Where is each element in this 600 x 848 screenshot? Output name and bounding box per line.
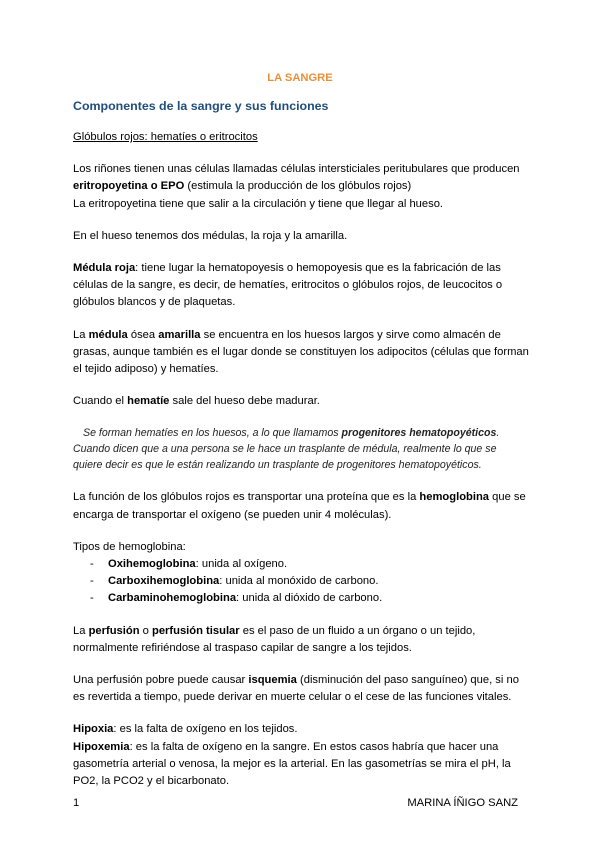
text-line: normalmente refiriéndose al traspaso capilar de sangre a los tejidos.: [73, 641, 412, 654]
paragraph-hematie: [73, 393, 533, 410]
text-span: Se forman hematíes en los huesos, a lo que llamamos: [83, 427, 342, 440]
text-span: .: [496, 427, 500, 440]
text-line: es revertida a tiempo, puede derivar en muerte celular o el cese de las funciones vitales.: [73, 691, 512, 704]
bold-term: Médula roja: [73, 262, 136, 275]
footer-author: MARINA ÍÑIGO SANZ: [407, 797, 518, 809]
paragraph-isquemia: [73, 672, 533, 706]
bold-term: hemoglobina: [419, 491, 490, 504]
dash-bullet: -: [90, 592, 94, 605]
text-line: [73, 260, 533, 277]
text-line: grasas, aunque también es el lugar donde se constituyen los adipocitos (células que forman: [73, 345, 529, 358]
text-line: encarga de transportar el oxígeno (se pueden unir 4 moléculas).: [73, 508, 392, 521]
bold-term: médula: [88, 328, 128, 341]
text-span: sale del hueso debe madurar.: [169, 395, 320, 408]
text-span: : unida al monóxido de carbono.: [219, 575, 379, 588]
text-line: células de la sangre, es decir, de hematíes, eritrocitos o glóbulos rojos, de leucocitos o: [73, 279, 503, 292]
bold-term: Oxihemoglobina: [108, 558, 196, 571]
text-span: es el paso de un fluido a un órgano o un tejido,: [239, 624, 476, 637]
text-line: [73, 721, 533, 738]
hemoglobin-types-list: [73, 556, 533, 608]
text-line: [73, 178, 533, 195]
italic-quote: [73, 425, 533, 473]
dash-bullet: -: [90, 575, 94, 588]
text-line: Los riñones tienen unas células llamadas células intersticiales peritubulares que producen: [73, 163, 520, 176]
bold-term: isquemia: [248, 674, 297, 687]
bold-term: Hipoxia: [73, 723, 114, 736]
paragraph-perfusion: [73, 623, 533, 657]
text-line: el tejido adiposo) y hematíes.: [73, 363, 219, 376]
paragraph-hipoxia: [73, 721, 533, 790]
text-span: : unida al oxígeno.: [195, 558, 288, 571]
bold-term: perfusión: [88, 624, 140, 637]
text-line: quiere decir es que le están realizando un trasplante de progenitores hematopoyéticos.: [73, 459, 482, 472]
text-line: [73, 623, 533, 640]
bold-term: hematíe: [127, 395, 170, 408]
bold-term: Hipoxemia: [73, 740, 130, 753]
page-number: 1: [73, 797, 80, 809]
text-span: o: [139, 624, 152, 637]
paragraph-hemoglobina: [73, 489, 533, 523]
text-span: : es la falta de oxígeno en los tejidos.: [113, 723, 298, 736]
text-line: La eritropoyetina tiene que salir a la circulación y tiene que llegar al hueso.: [73, 197, 444, 210]
text-span: se encuentra en los huesos largos y sirve como almacén de: [200, 328, 501, 341]
text-span: ósea: [127, 328, 159, 341]
list-item: [73, 590, 533, 607]
bold-term: perfusión tisular: [151, 624, 240, 637]
text-span: que se: [489, 491, 526, 504]
text-line: [73, 327, 533, 344]
text-line: gasometría arterial o venosa, la mejor es la arterial. En las gasometrías se mira el pH, la: [73, 757, 511, 770]
bold-term: amarilla: [158, 328, 201, 341]
list-item: [73, 556, 533, 573]
text-line: [73, 739, 533, 756]
text-span: Una perfusión pobre puede causar: [73, 674, 249, 687]
text-line: PO2, la PCO2 y el bicarbonato.: [73, 775, 230, 788]
section-subtitle: Componentes de la sangre y sus funciones: [73, 99, 329, 113]
bold-term: eritropoyetina o EPO: [73, 180, 185, 193]
dash-bullet: -: [90, 558, 94, 571]
paragraph-medulas: En el hueso tenemos dos médulas, la roja y la amarilla.: [73, 229, 348, 242]
hemoglobin-types-heading: Tipos de hemoglobina:: [73, 540, 186, 553]
document-title: LA SANGRE: [267, 72, 333, 84]
section-heading: Glóbulos rojos: hematíes o eritrocitos: [73, 131, 258, 143]
text-span: (disminución del paso sanguíneo) que, si no: [296, 674, 519, 687]
text-span: (estimula la producción de los glóbulos rojos): [184, 180, 412, 193]
text-line: [73, 672, 533, 689]
bold-term: progenitores hematopoyéticos: [341, 427, 497, 440]
text-line: glóbulos blancos y de plaquetas.: [73, 296, 236, 309]
text-span: : tiene lugar la hematopoyesis o hemopoyesis que es la fabricación de las: [135, 262, 501, 275]
text-line: [73, 425, 533, 441]
text-span: : es la falta de oxígeno en la sangre. En estos casos habría que hacer una: [129, 740, 499, 753]
text-span: La: [73, 624, 89, 637]
text-span: Cuando el: [73, 395, 128, 408]
paragraph-medula-amarilla: [73, 327, 533, 379]
text-line: [73, 489, 533, 506]
document-body: [73, 98, 533, 805]
text-span: : unida al dióxido de carbono.: [236, 592, 383, 605]
paragraph-medula-roja: [73, 260, 533, 312]
bold-term: Carboxihemoglobina: [108, 575, 220, 588]
text-span: La: [73, 328, 89, 341]
text-span: La función de los glóbulos rojos es transportar una proteína que es la: [73, 491, 420, 504]
paragraph-eritropoyetina: [73, 161, 533, 213]
list-item: [73, 573, 533, 590]
text-line: Cuando dicen que a una persona se le hace un trasplante de médula, realmente lo que se: [73, 443, 497, 456]
bold-term: Carbaminohemoglobina: [108, 592, 237, 605]
